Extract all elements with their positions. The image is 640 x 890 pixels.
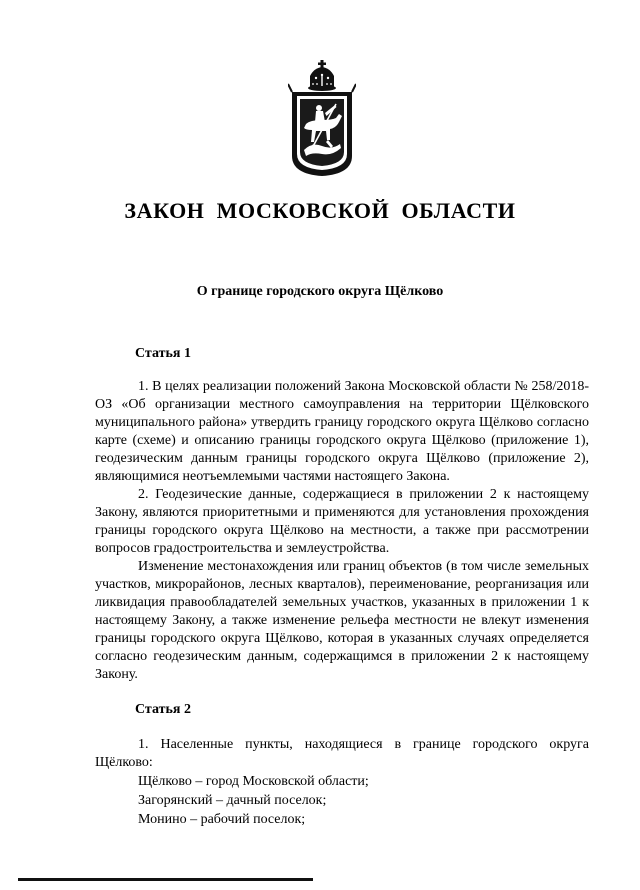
article-heading: Статья 1 (135, 346, 191, 361)
article-paragraph: 1. В целях реализации положений Закона Московской области № 258/2018-ОЗ «Об организации местного самоуправления на территории Щёлковского муниципального района» утвердить границу городского округа Щёлково согласно карте (схеме) и описанию границы городского округа Щёлково (приложение 1), геодезическим данным границы городского округа Щёлково (приложение 2), являющимися неотъемлемыми частями настоящего Закона. (95, 379, 589, 484)
document-title: ЗАКОН МОСКОВСКОЙ ОБЛАСТИ (124, 198, 516, 223)
list-item: Щёлково – город Московской области; (138, 774, 369, 789)
article-paragraph: Изменение местонахождения или границ объектов (в том числе земельных участков, микрорайонов, лесных кварталов), переименование, реорганизация или ликвидация правообладателей земельных участков, указанных в приложении 1 к настоящему Закону, а также изменение рельефа местности не влекут изменения границы городского округа Щёлково, которая в указанных случаях определяется согласно геодезическим данным, содержащимся в приложении 2 к настоящему Закону. (95, 559, 589, 682)
article-1-body (95, 378, 589, 684)
coat-of-arms-icon (288, 58, 356, 178)
list-item: Загорянский – дачный поселок; (138, 793, 327, 808)
document-subtitle: О границе городского округа Щёлково (196, 284, 444, 299)
article-1 (95, 346, 589, 362)
article-paragraph: 2. Геодезические данные, содержащиеся в приложении 2 к настоящему Закону, являются приоритетными и применяются для установления прохождения границы городского округа Щёлково на местности, а также при рассмотрении вопросов градостроительства и землеустройства. (95, 487, 589, 556)
list-item: Монино – рабочий поселок; (138, 812, 306, 827)
article-2-body (95, 736, 589, 829)
article-heading: Статья 2 (135, 702, 191, 717)
page-edge-rule (18, 878, 313, 881)
article-2 (95, 702, 589, 718)
article-paragraph: 1. Населенные пункты, находящиеся в границе городского округа Щёлково: (95, 737, 589, 770)
